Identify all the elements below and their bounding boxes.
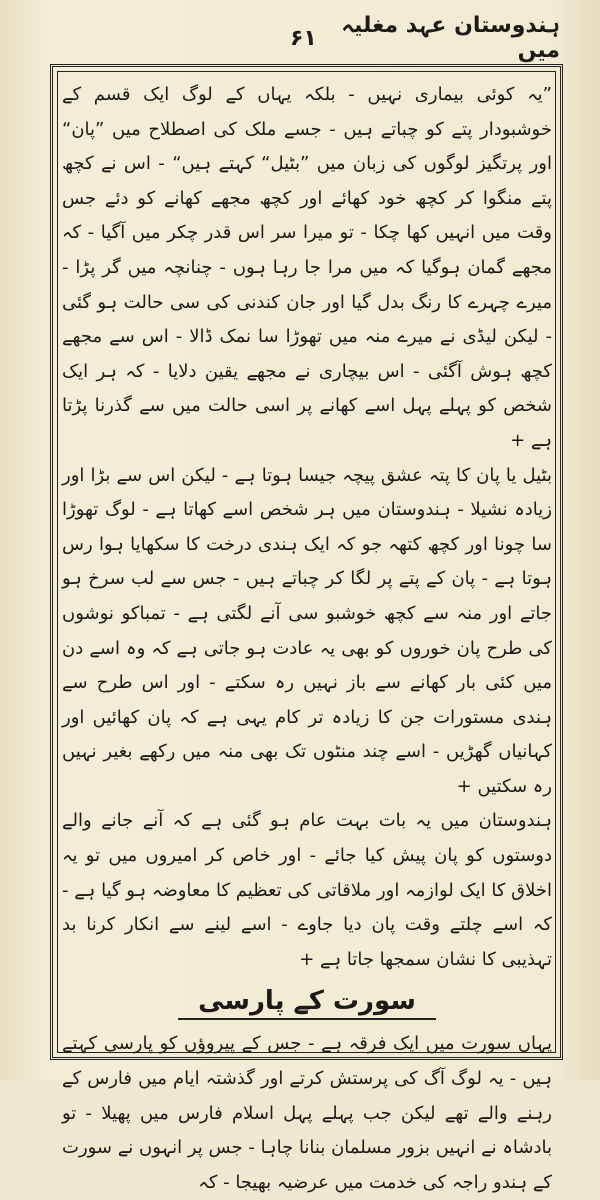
paragraph-2: بٹیل یا پان کا پتہ عشق پیچہ جیسا ہوتا ہے - لیکن اس سے بڑا اور زیادہ نشیلا - ہندوستان میں ہر شخص اسے کھاتا ہے - لوگ تھوڑا سا چونا اور کچھ کتھہ جو کہ ایک ہندی درخت کا سکھایا ہوا رس ہوتا ہے - پان کے پتے پر لگا کر چباتے ہیں - جس سے لب سرخ ہو جاتے اور منہ سے کچھ خوشبو سی آنے لگتی ہے - تمباکو نوشوں کی طرح پان خوروں کو بھی یہ عادت ہو جاتی ہے کہ وہ اسے دن میں کئی بار کھانے سے باز نہیں رہ سکتے - اور اس طرح سے ہندی مستورات جن کا زیادہ تر کام یہی ہے کہ پان کھائیں اور کہانیاں گھڑیں - اسے چند منٹوں تک بھی منہ میں رکھے بغیر نہیں رہ سکتیں + xyxy=(62,464,552,797)
section-heading xyxy=(62,981,552,1021)
page-body xyxy=(62,78,552,1193)
page-number: ۶۱ xyxy=(290,25,317,51)
page-header xyxy=(40,13,560,63)
section-heading-text: سورت کے پارسی xyxy=(178,986,436,1020)
running-title: ہندوستان عہد مغلیہ میں xyxy=(341,13,560,63)
paragraph-1: ”یہ کوئی بیماری نہیں - بلکہ یہاں کے لوگ ایک قسم کے خوشبودار پتے کو چباتے ہیں - جسے ملک کی اصطلاح میں ”پان“ اور پرتگیز لوگوں کی زبان میں ”بٹیل“ کہتے ہیں“ - اس نے کچھ پتے منگوا کر کچھ خود کھائے اور کچھ مجھے کھانے کو دئے جس وقت میں انہیں کھا چکا - تو میرا سر اس قدر چکر میں آگیا - کہ مجھے گمان ہوگیا کہ میں مرا جا رہا ہوں - چنانچہ میں گر پڑا - میرے چہرے کا رنگ بدل گیا اور جان کندنی کی سی حالت ہو گئی - لیکن لیڈی نے میرے منہ میں تھوڑا سا نمک ڈالا - اس سے مجھے کچھ ہوش آگئی - اس بیچاری نے مجھے یقین دلایا - کہ ہر ایک شخص کو پہلے پہل اسے کھانے پر اسی حالت میں سے گذرنا پڑتا ہے + xyxy=(62,84,552,451)
paragraph-3: ہندوستان میں یہ بات بہت عام ہو گئی ہے کہ آنے جانے والے دوستوں کو پان پیش کیا جائے - اور خاص کر امیروں میں تو یہ اخلاق کا ایک لوازمہ اور ملاقاتی کی تعظیم کا معاوضہ ہو گیا ہے - کہ اسے چلتے وقت پان دیا جاوے - اسے لینے سے انکار کرنا بد تہذیبی کا نشان سمجھا جاتا ہے + xyxy=(62,810,552,970)
paragraph-4: یہاں سورت میں ایک فرقہ ہے - جس کے پیروؤں کو پارسی کہتے ہیں - یہ لوگ آگ کی پرستش کرتے اور گذشتہ ایام میں فارس کے رہنے والے تھے لیکن جب پہلے پہل اسلام فارس میں پھیلا - تو بادشاہ نے انہیں بزور مسلمان بنانا چاہا - جس پر انہوں نے سورت کے ہندو راجہ کی خدمت میں عرضیہ بھیجا - کہ xyxy=(62,1033,552,1193)
